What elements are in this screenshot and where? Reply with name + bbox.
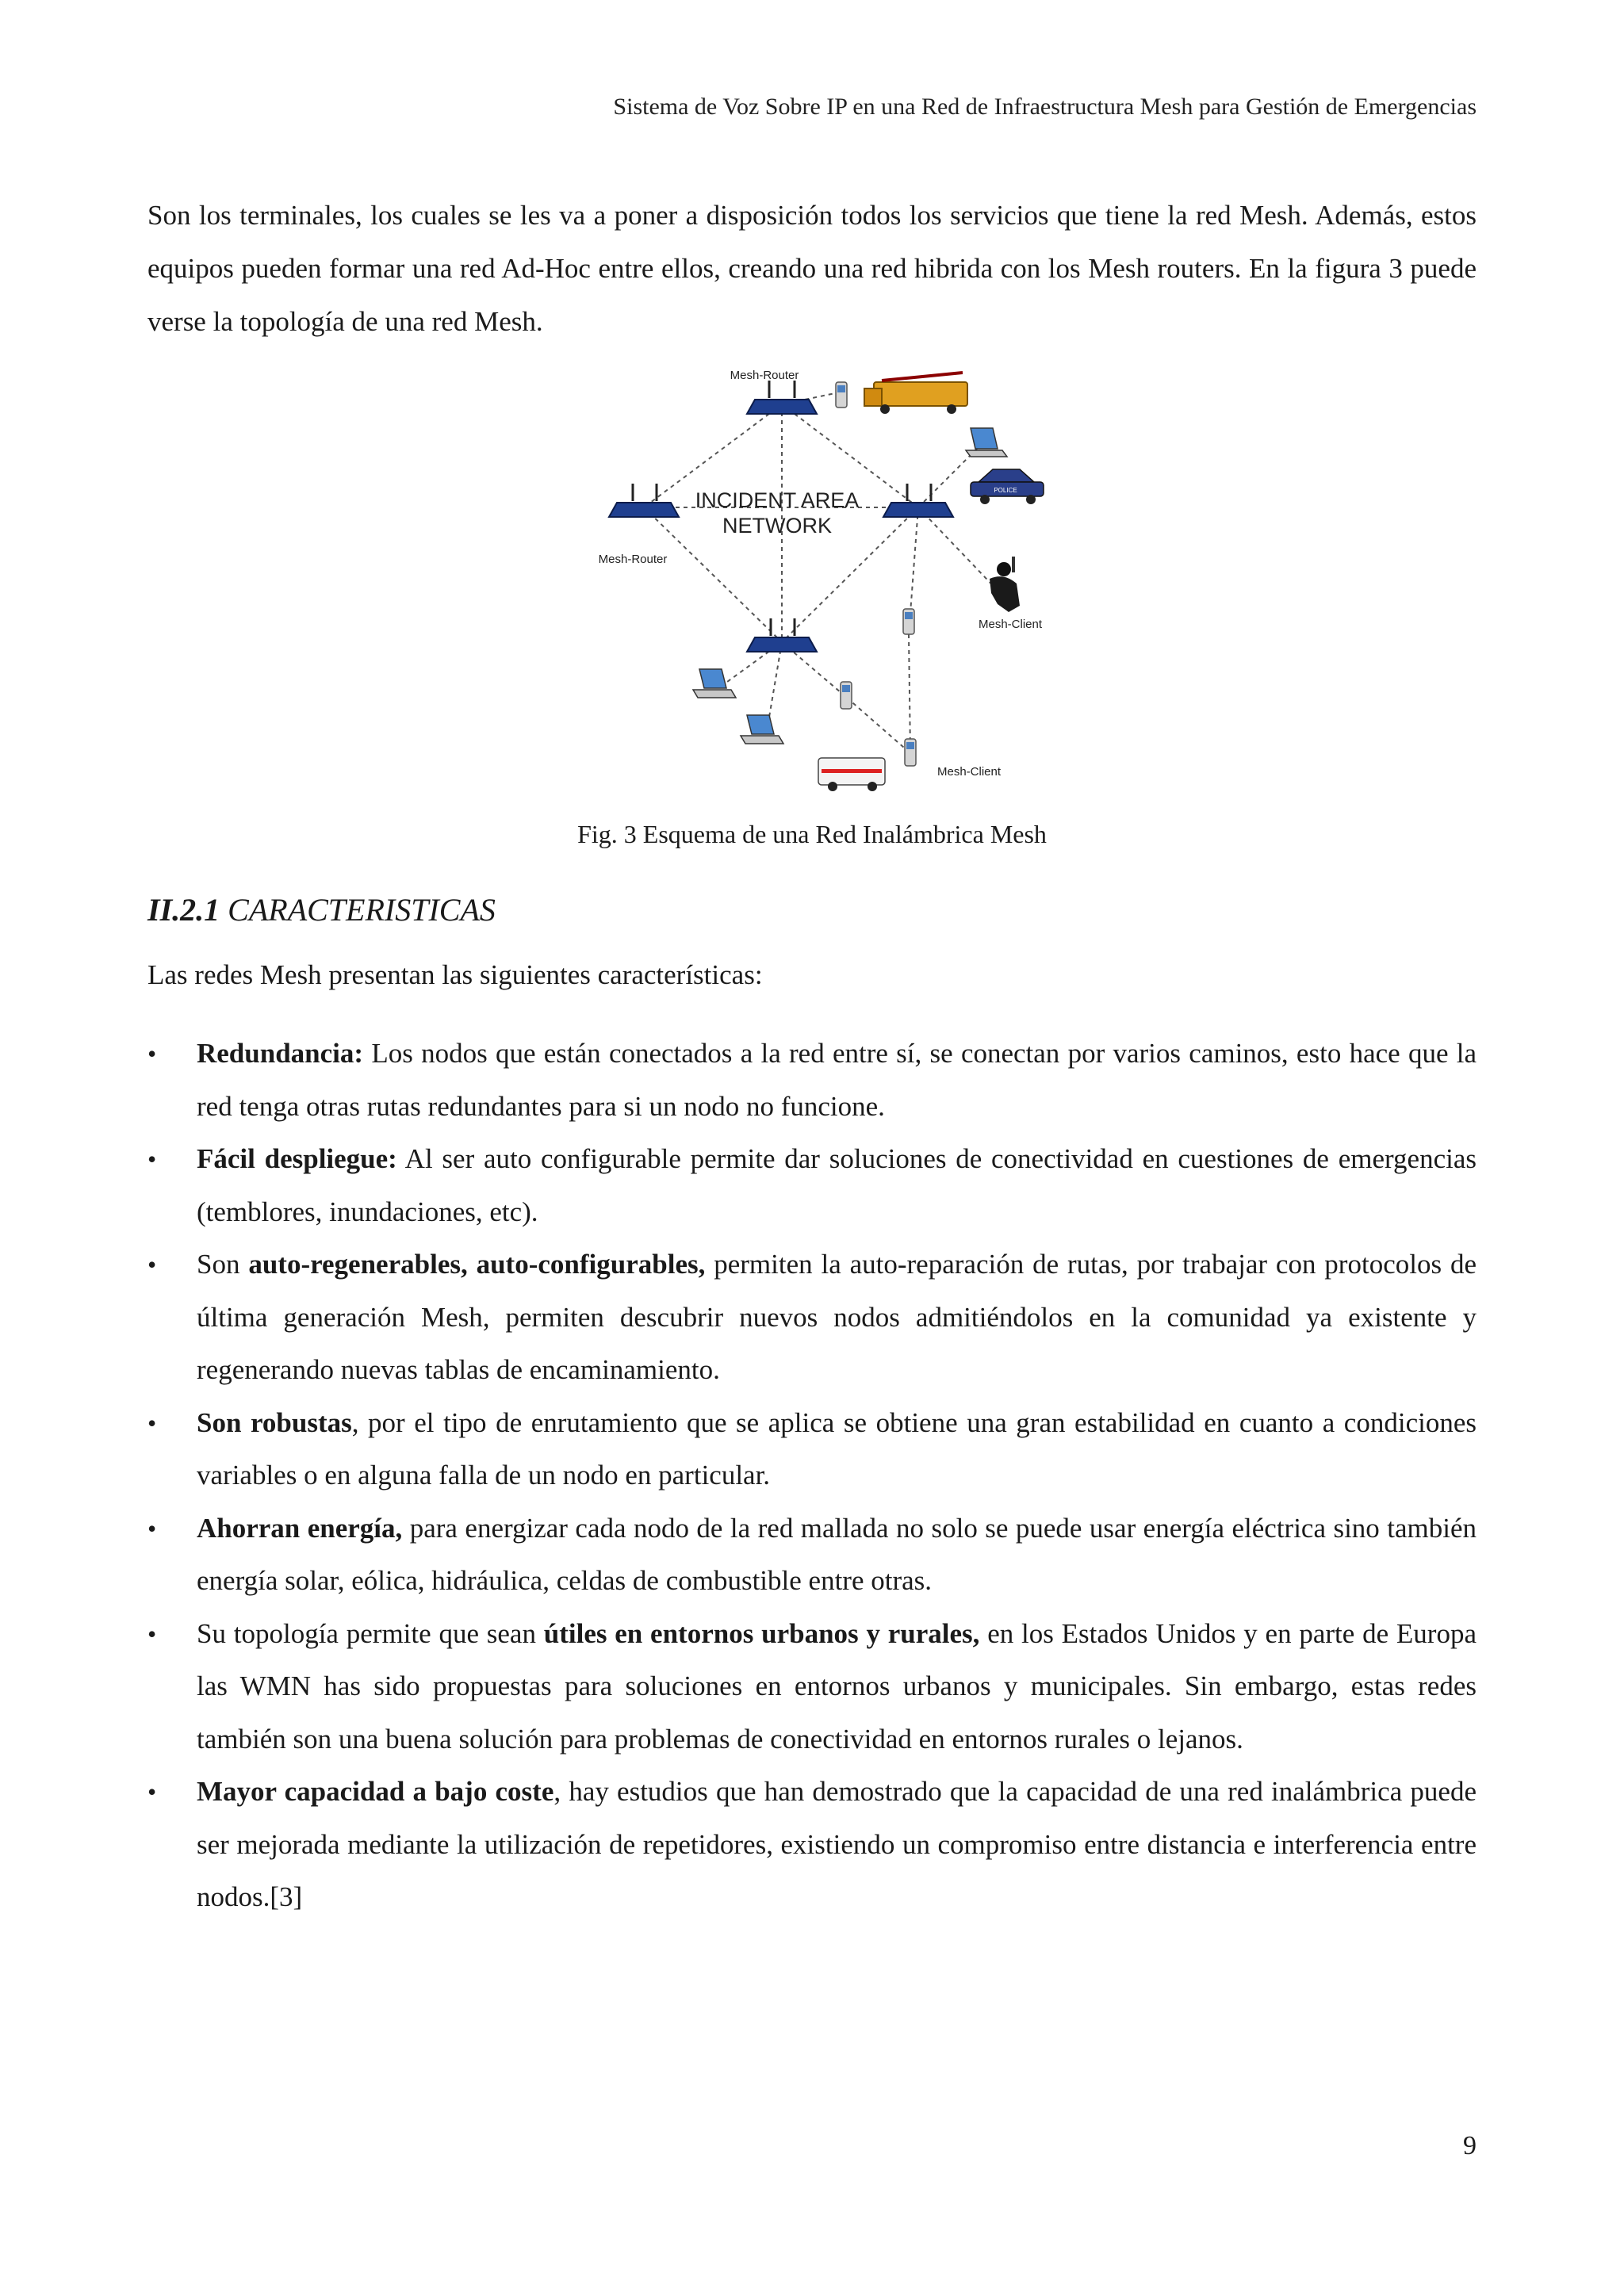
section-heading xyxy=(147,891,496,928)
intro-paragraph: Son los terminales, los cuales se les va a poner a disposición todos los servicios que tiene la red Mesh. Además, estos equipos pueden formar una red Ad-Hoc entre ellos, creando una red hibrida con los Mesh routers. En la figura 3 puede verse la topología de una red Mesh. xyxy=(147,200,1477,337)
mesh-network-diagram xyxy=(585,349,1077,809)
bullet-icon: • xyxy=(147,1408,157,1437)
bullet-text: para energizar cada nodo de la red mallada no solo se puede usar energía eléctrica sino también energía solar, eólica, hidráulica, celdas de combustible entre otras. xyxy=(197,1512,1477,1596)
client-bottom-label: Mesh-Client xyxy=(936,765,1002,779)
running-header: Sistema de Voz Sobre IP en una Red de Infraestructura Mesh para Gestión de Emergencias xyxy=(613,94,1477,120)
police-car-icon xyxy=(971,469,1044,504)
bullet-prefix: Son xyxy=(197,1249,249,1280)
list-item xyxy=(147,1766,1477,1924)
router-top-icon xyxy=(747,381,817,414)
bullet-icon: • xyxy=(147,1039,157,1068)
laptop-bottom-left-icon xyxy=(693,669,736,698)
list-item xyxy=(147,1502,1477,1608)
bullet-icon: • xyxy=(147,1513,157,1543)
bullet-term: auto-regenerables, auto-configurables, xyxy=(248,1249,706,1280)
list-item xyxy=(147,1027,1477,1133)
bullet-text: Al ser auto configurable permite dar soluciones de conectividad en cuestiones de emergencias (temblores, inundaciones, etc). xyxy=(197,1143,1477,1227)
list-item xyxy=(147,1238,1477,1397)
bullet-term: útiles en entornos urbanos y rurales, xyxy=(543,1617,980,1649)
ambulance-icon xyxy=(818,758,885,791)
feature-list xyxy=(147,1027,1477,1924)
bullet-text: , por el tipo de enrutamiento que se aplica se obtiene una gran estabilidad en cuanto a condiciones variables o en alguna falla de un nodo en particular. xyxy=(197,1406,1477,1490)
bullet-prefix: Su topología permite que sean xyxy=(197,1617,544,1649)
router-top-label: Mesh-Router xyxy=(730,369,799,382)
client-right-label: Mesh-Client xyxy=(978,618,1043,631)
diagram-links xyxy=(644,392,1002,753)
bullet-term: Fácil despliegue: xyxy=(197,1143,397,1174)
bullet-text: , hay estudios que han demostrado que la capacidad de una red inalámbrica puede ser mejorada mediante la utilización de repetidores, existiendo un compromiso entre distancia e interferencia entre nodos.[3] xyxy=(197,1776,1477,1912)
list-item xyxy=(147,1397,1477,1502)
list-item xyxy=(147,1133,1477,1238)
bullet-term: Redundancia: xyxy=(197,1038,364,1069)
firefighter-icon xyxy=(990,557,1020,612)
page-number: 9 xyxy=(1463,2131,1477,2160)
bullet-icon: • xyxy=(147,1250,157,1279)
phone-top-icon xyxy=(836,382,847,408)
lead-sentence: Las redes Mesh presentan las siguientes características: xyxy=(147,959,763,990)
bullet-icon: • xyxy=(147,1777,157,1806)
bullet-term: Mayor capacidad a bajo coste xyxy=(197,1776,554,1807)
bullet-term: Ahorran energía, xyxy=(197,1512,403,1544)
bullet-text: permiten la auto-reparación de rutas, por trabajar con protocolos de última generación Mesh, permiten descubrir nuevos nodos admitiéndolos en la comunidad ya existente y regenerando nuevas tablas de encaminamiento. xyxy=(197,1249,1477,1385)
figure-caption: Fig. 3 Esquema de una Red Inalámbrica Mesh xyxy=(577,820,1047,848)
phone-right-icon xyxy=(903,609,914,634)
laptop-bottom-icon xyxy=(741,715,783,744)
area-label-line1: INCIDENT AREA xyxy=(695,488,860,512)
bullet-text: Los nodos que están conectados a la red entre sí, se conectan por varios caminos, esto hace que la red tenga otras rutas redundantes para si un nodo no funcione. xyxy=(197,1038,1477,1122)
phone-bottom-icon xyxy=(905,739,916,766)
police-label: POLICE xyxy=(994,487,1017,494)
router-left-label: Mesh-Router xyxy=(598,553,668,566)
area-label-line2: NETWORK xyxy=(722,514,832,538)
section-title: CARACTERISTICAS xyxy=(228,892,496,928)
fire-truck-icon xyxy=(864,373,967,414)
bullet-icon: • xyxy=(147,1619,157,1648)
bullet-icon: • xyxy=(147,1145,157,1173)
laptop-top-right-icon xyxy=(966,428,1007,457)
section-number: II.2.1 xyxy=(147,892,220,928)
phone-center-icon xyxy=(841,682,852,709)
list-item xyxy=(147,1608,1477,1766)
bullet-term: Son robustas xyxy=(197,1406,352,1438)
router-right-icon xyxy=(883,484,953,517)
router-left-icon xyxy=(609,484,679,517)
bullet-text: en los Estados Unidos y en parte de Europa las WMN has sido propuestas para soluciones en entornos urbanos y municipales. Sin embargo, estas redes también son una buena solución para problemas de conectividad en entornos rurales o lejanos. xyxy=(197,1617,1477,1755)
